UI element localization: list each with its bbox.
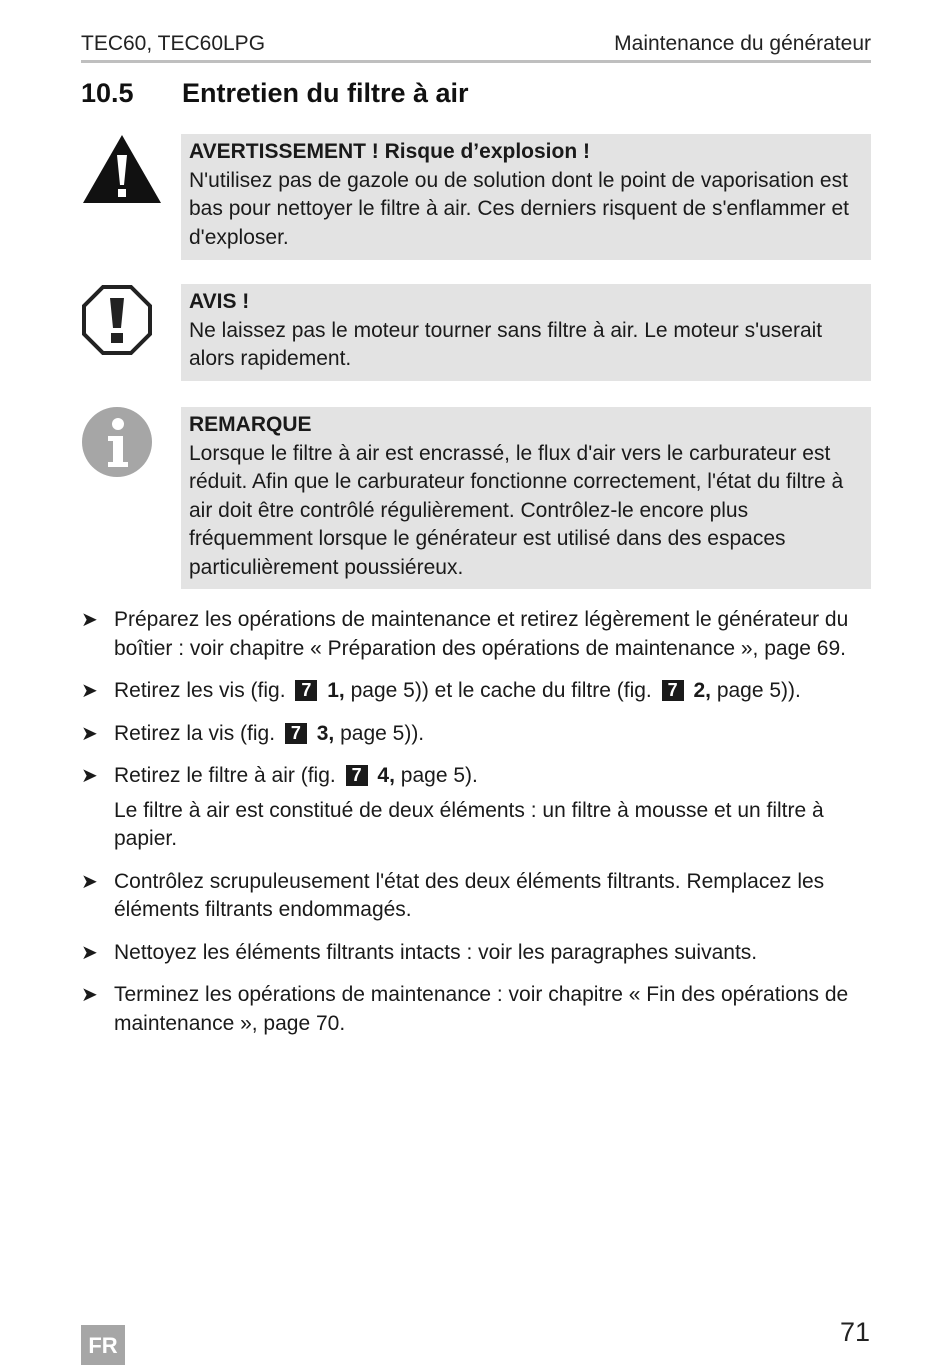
step-item — [81, 720, 873, 749]
step-text: Préparez les opérations de maintenance et retirez légèrement le générateur du boîtier : voir chapitre « Préparation des opérations de maintenance », page 69. — [114, 608, 849, 660]
figure-badge: 7 — [346, 765, 368, 786]
step-arrow-icon: ➤ — [81, 722, 98, 745]
step-text: page 5). — [400, 764, 478, 787]
step-text: Retirez le filtre à air (fig. — [114, 764, 336, 787]
remark-text: Lorsque le filtre à air est encrassé, le flux d'air vers le carburateur est réduit. Afin que le carburateur fonctionne correctement, l'état du filtre à air doit être contrôlé régulièrement. Contrôlez-le encore plus fréquemment lorsque le générateur est utilisé dans des espaces particulièrement poussiéreux. — [189, 441, 844, 579]
warning-triangle-icon — [81, 133, 163, 205]
remark-box — [181, 407, 871, 589]
step-text: page 5)). — [340, 721, 425, 745]
language-badge: FR — [81, 1325, 125, 1365]
step-item — [81, 981, 873, 1038]
section-title: Entretien du filtre à air — [182, 78, 469, 108]
info-circle-icon — [81, 406, 153, 478]
warning-title: AVERTISSEMENT ! Risque d’explosion ! — [189, 140, 590, 163]
section-heading — [81, 78, 469, 109]
step-text: Terminez les opérations de maintenance : voir chapitre « Fin des opérations de maintenance », page 70. — [114, 983, 849, 1035]
step-text: Nettoyez les éléments filtrants intacts : voir les paragraphes suivants. — [114, 940, 758, 964]
notice-octagon-icon — [81, 284, 153, 356]
step-arrow-icon: ➤ — [81, 680, 98, 702]
page-number: 71 — [839, 1317, 870, 1347]
step-text: Retirez la vis (fig. — [114, 721, 276, 745]
figure-ref: 2, — [693, 679, 711, 702]
step-text: Contrôlez scrupuleusement l'état des deux éléments filtrants. Remplacez les éléments filtrants endommagés. — [114, 869, 825, 921]
step-item — [81, 677, 873, 706]
figure-ref: 1, — [327, 679, 345, 702]
notice-text: Ne laissez pas le moteur tourner sans filtre à air. Le moteur s'userait alors rapidement. — [189, 318, 823, 370]
remark-title: REMARQUE — [189, 413, 312, 436]
step-arrow-icon: ➤ — [81, 941, 98, 964]
step-arrow-icon: ➤ — [81, 870, 98, 893]
step-item — [81, 868, 873, 925]
step-arrow-icon: ➤ — [81, 984, 98, 1006]
figure-ref: 3, — [316, 721, 335, 745]
step-item — [81, 762, 873, 854]
step-item — [81, 939, 873, 968]
figure-badge: 7 — [295, 680, 317, 701]
figure-ref: 4, — [377, 764, 395, 787]
step-text: Retirez les vis (fig. — [114, 679, 286, 702]
figure-badge: 7 — [285, 723, 307, 744]
step-arrow-icon: ➤ — [81, 765, 98, 787]
header-product: TEC60, TEC60LPG — [81, 32, 266, 55]
warning-notice — [181, 134, 871, 260]
warning-text: N'utilisez pas de gazole ou de solution dont le point de vaporisation est bas pour nettoyer le filtre à air. Ces derniers risquent de s'enflammer et d'exploser. — [189, 168, 849, 249]
step-result: Le filtre à air est constitué de deux éléments : un filtre à mousse et un filtre à papier. — [114, 798, 824, 850]
notice-box-avis — [181, 284, 871, 381]
step-text: page 5)) et le cache du filtre (fig. — [350, 679, 652, 702]
step-text: page 5)). — [716, 679, 801, 702]
page-header — [81, 30, 871, 63]
figure-badge: 7 — [662, 680, 684, 701]
section-number: 10.5 — [81, 78, 134, 108]
step-arrow-icon: ➤ — [81, 609, 98, 631]
step-item — [81, 606, 873, 663]
instruction-steps — [81, 606, 873, 1052]
header-chapter: Maintenance du générateur — [614, 32, 871, 55]
notice-title: AVIS ! — [189, 290, 250, 313]
